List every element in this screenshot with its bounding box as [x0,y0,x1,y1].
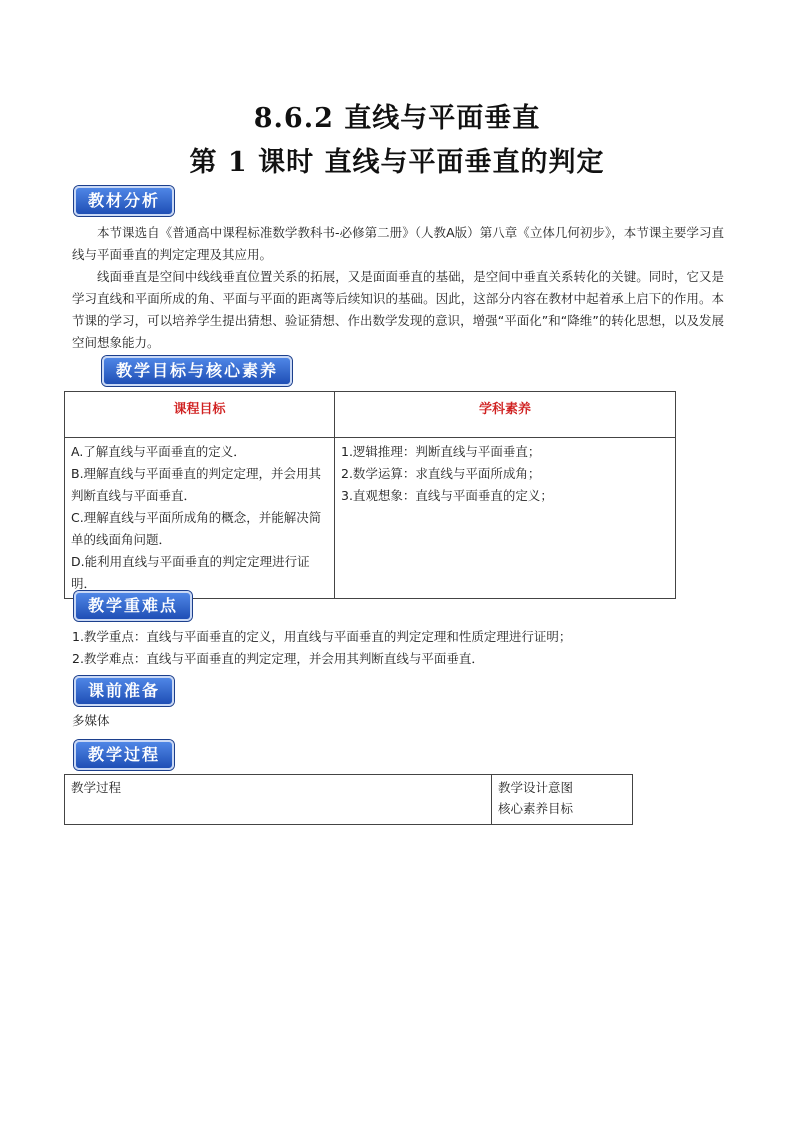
literacy-cell [335,438,676,599]
section-badge-process: 教学过程 [74,740,174,770]
analysis-paragraph-2: 线面垂直是空间中线线垂直位置关系的拓展，又是面面垂直的基础，是空间中垂直关系转化的关键。同时，它又是学习直线和平面所成的角、平面与平面的距离等后续知识的基础。因此，这部分内容在教材中起着承上启下的作用。本节课的学习，可以培养学生提出猜想、验证猜想、作出数学发现的意识，增强“平面化”和“降维”的转化思想，以及发展空间想象能力。 [72,269,724,350]
goals-table-row [65,438,676,599]
section-badge-keypoints: 教学重难点 [74,591,192,621]
course-goals-cell [65,438,335,599]
preparation-text: 多媒体 [72,713,110,728]
course-goal-a: A.了解直线与平面垂直的定义． [71,444,246,459]
section-badge-preparation: 课前准备 [74,676,174,706]
literacy-item-2: 2.数学运算：求直线与平面所成角； [341,466,541,481]
lesson-title: 第 1 课时 直线与平面垂直的判定 [189,147,605,178]
section-badge-goals: 教学目标与核心素养 [102,356,292,386]
analysis-text [72,222,724,354]
course-goal-c: C.理解直线与平面所成角的概念，并能解决简单的线面角问题． [71,510,322,547]
core-literacy-label: 核心素养目标 [498,801,574,816]
difficult-point: 2.教学难点：直线与平面垂直的判定定理，并会用其判断直线与平面垂直． [72,651,484,666]
process-table [64,774,633,825]
course-goal-b: B.理解直线与平面垂直的判定定理，并会用其判断直线与平面垂直． [71,466,322,503]
literacy-item-1: 1.逻辑推理：判断直线与平面垂直； [341,444,541,459]
course-goal-d: D.能利用直线与平面垂直的判定定理进行证明． [71,554,310,591]
process-right-cell [492,775,633,825]
header-course-goals: 课程目标 [65,392,335,438]
analysis-paragraph-1: 本节课选自《普通高中课程标准数学教科书-必修第二册》（人教A版）第八章《立体几何初步》，本节课主要学习直线与平面垂直的判定定理及其应用。 [72,225,724,262]
process-table-row [65,775,633,825]
design-intent-label: 教学设计意图 [498,780,574,795]
goals-table-header [65,392,676,438]
process-left-cell: 教学过程 [65,775,492,825]
section-badge-analysis: 教材分析 [74,186,174,216]
goals-table [64,391,676,599]
literacy-item-3: 3.直观想象：直线与平面垂直的定义； [341,488,553,503]
key-point: 1.教学重点：直线与平面垂直的定义，用直线与平面垂直的判定定理和性质定理进行证明； [72,629,572,644]
lesson-number-title: 8.6.2 直线与平面垂直 [253,103,541,134]
header-literacy: 学科素养 [335,392,676,438]
